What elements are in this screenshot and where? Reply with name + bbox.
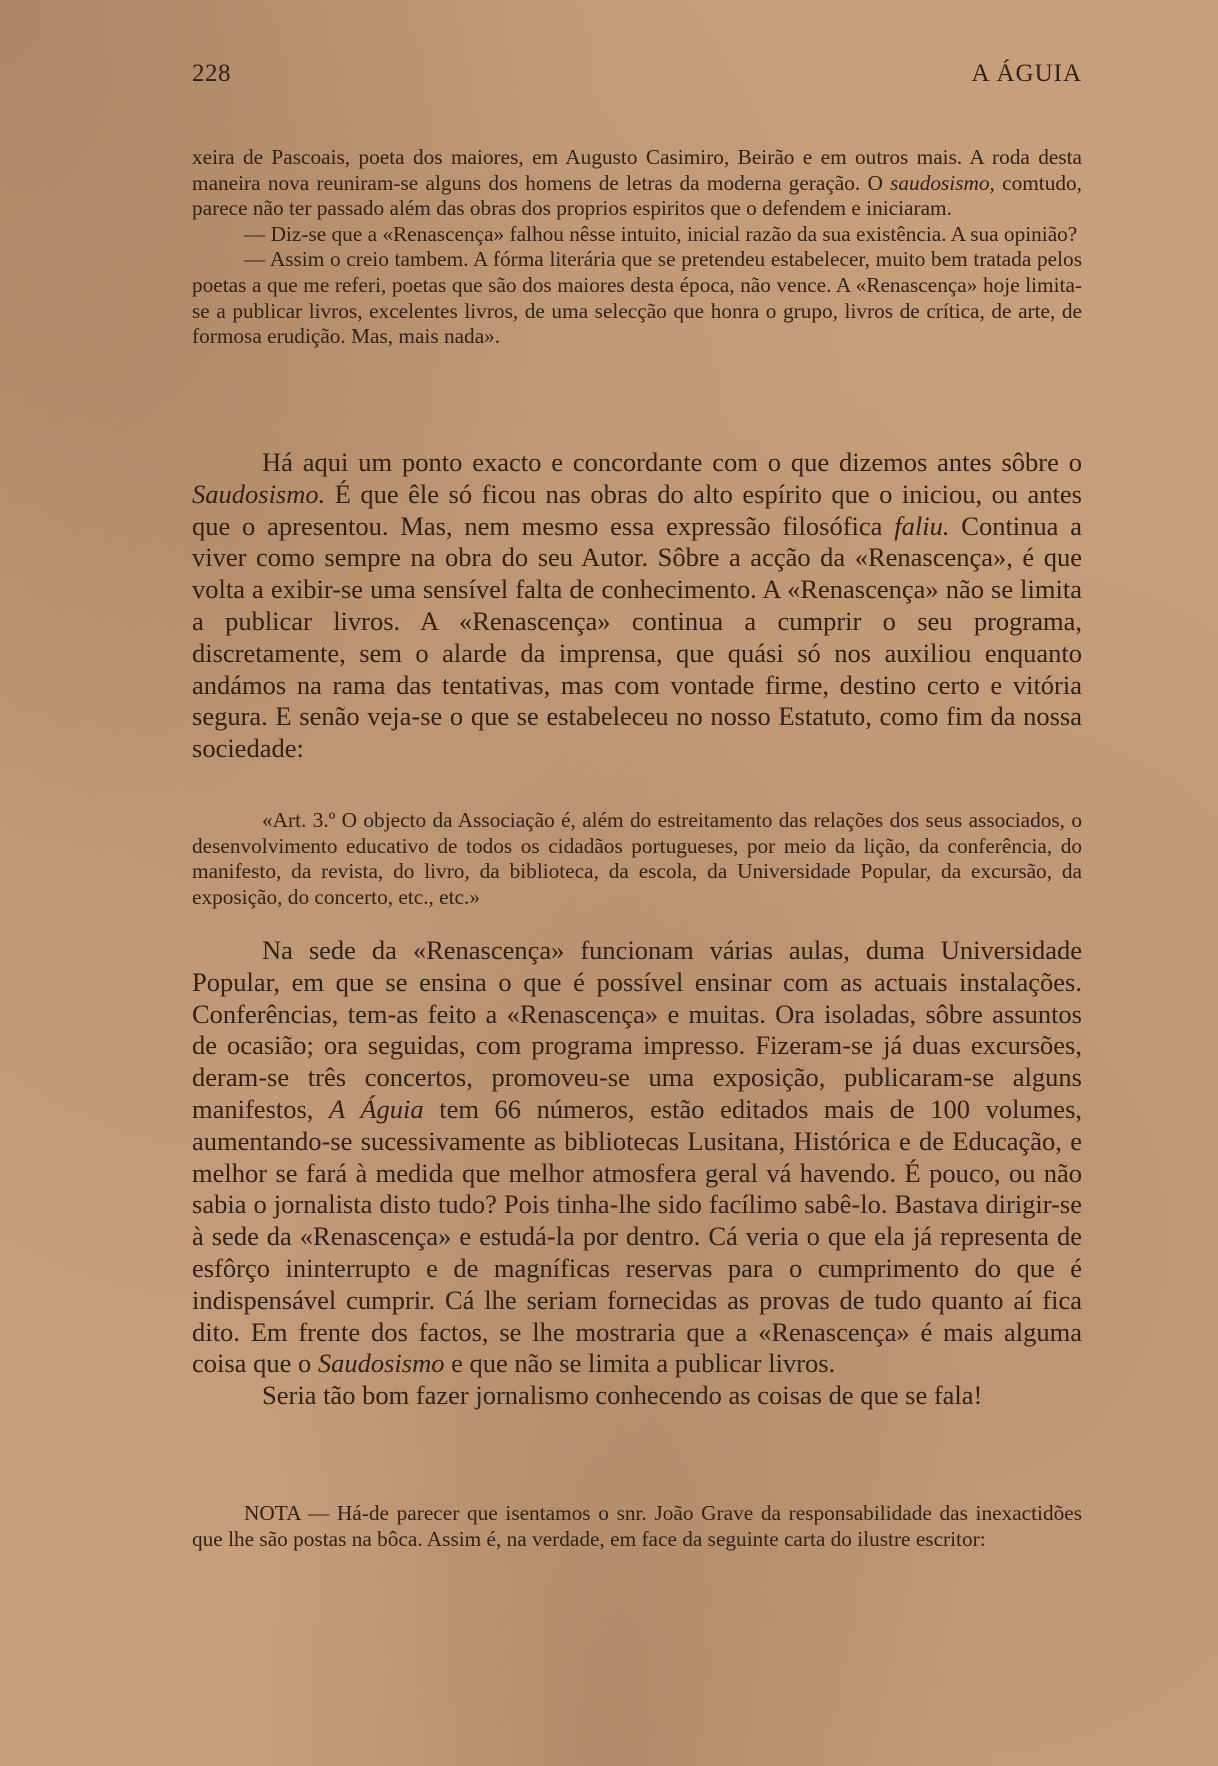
statute-quote: «Art. 3.º O objecto da Associação é, além do estreitamento das relações dos seus associados, o desenvolvimento educativo de todos os cidadãos portugueses, por meio da lição, da conferência, do manifesto, da revista, do livro, da biblioteca, da escola, da Universidade Popular, da excursão, da exposição, do concerto, etc., etc.» [192,808,1082,909]
page-number: 228 [192,60,231,87]
statute-quote-block [192,808,1082,910]
note-block [192,1501,1082,1552]
closing-remark: Seria tão bom fazer jornalismo conhecendo as coisas de que se fala! [262,1380,983,1411]
text-run: xeira de Pascoais, poeta dos maiores, em Augusto Casimiro, Beirão e em outros mais. A roda desta maneira nova reuniram-se alguns dos homens de letras da moderna geração. O [192,145,1082,195]
interview-question: — Diz-se que a «Renascença» falhou nêsse intuito, inicial razão da sua existência. A sua opinião? [244,221,1078,246]
interview-paragraph-1 [192,145,1082,222]
interview-block [192,145,1082,350]
text-run: comtudo, parece não ter passado além das obras dos proprios espiritos que o defendem e iniciaram. [192,170,1082,221]
text-run: tem 66 números, estão editados mais de 100 volumes, aumentando-se sucessivamente as bibliotecas Lusitana, Histórica e de Educação, e melhor se fará à medida que melhor atmosfera geral vá havendo. É pouco, ou não sabia o jornalista disto tudo? Pois tinha-lhe sido facílimo sabê-lo. Bastava dirigir-se à sede da «Renascença» e estudá-la por dentro. Cá veria o que ela já representa de esfôrço ininterrupto e de magníficas reservas para o cumprimento do que é indispensável cumprir. Cá lhe seriam fornecidas as provas de tudo quanto aí fica dito. Em frente dos factos, se lhe mostraria que a «Renascença» é mais alguma coisa que o [192,1093,1083,1379]
renascenca-block [192,935,1082,1412]
text-run: Há aqui um ponto exacto e concordante com o que dizemos antes sôbre o [262,447,1082,477]
italic-term: faliu. [894,510,950,541]
journal-title: A ÁGUIA [971,60,1082,87]
note-paragraph: NOTA — Há-de parecer que isentamos o snr. João Grave da responsabilidade das inexactidões que lhe são postas na bôca. Assim é, na verdade, em face da seguinte carta do ilustre escritor: [192,1501,1082,1551]
italic-term: Saudosismo [317,1348,445,1379]
essay-paragraph [192,447,1082,765]
text-run: Continua a viver como sempre na obra do seu Autor. Sôbre a acção da «Renascença», é que volta a exibir-se uma sensível falta de conhecimento. A «Renascença» não se limita a publicar livros. A «Renascença» continua a cumprir o seu programa, discretamente, sem o alarde da imprensa, que quási só nos auxiliou enquanto andámos na rama das tentativas, mas com vontade firme, destino certo e vitória segura. E senão veja-se o que se estabeleceu no nosso Estatuto, como fim da nossa sociedade: [192,510,1082,764]
essay-block [192,447,1082,765]
text-run: Na sede da «Renascença» funcionam várias aulas, duma Universidade Popular, em que se ensina o que é possível ensinar com as actuais instalações. Conferências, tem-as feito a «Renascença» e muitas. Ora isoladas, sôbre assuntos de ocasião; ora seguidas, com programa impresso. Fizeram-se já duas excursões, deram-se três concertos, promoveu-se uma exposição, publicaram-se alguns manifestos, [192,935,1082,1124]
italic-term: saudosismo, [890,170,995,195]
running-head [192,60,1082,94]
text-run: É que êle só ficou nas obras do alto espírito que o iniciou, ou antes que o apresentou. Mas, nem mesmo essa expressão filosófica [192,478,1082,541]
interview-answer: — Assim o creio tambem. A fórma literária que se pretendeu estabelecer, muito bem tratada pelos poetas a que me referi, poetas que são dos maiores desta época, não vence. A «Renascença» hoje limita-se a publicar livros, excelentes livros, de uma selecção que honra o grupo, livros de crítica, de arte, de formosa erudição. Mas, mais nada». [192,247,1082,349]
text-run: e que não se limita a publicar livros. [444,1348,836,1379]
italic-term: Saudosismo. [192,478,326,509]
renascenca-paragraph [192,935,1082,1380]
italic-term: A Águia [329,1093,424,1124]
